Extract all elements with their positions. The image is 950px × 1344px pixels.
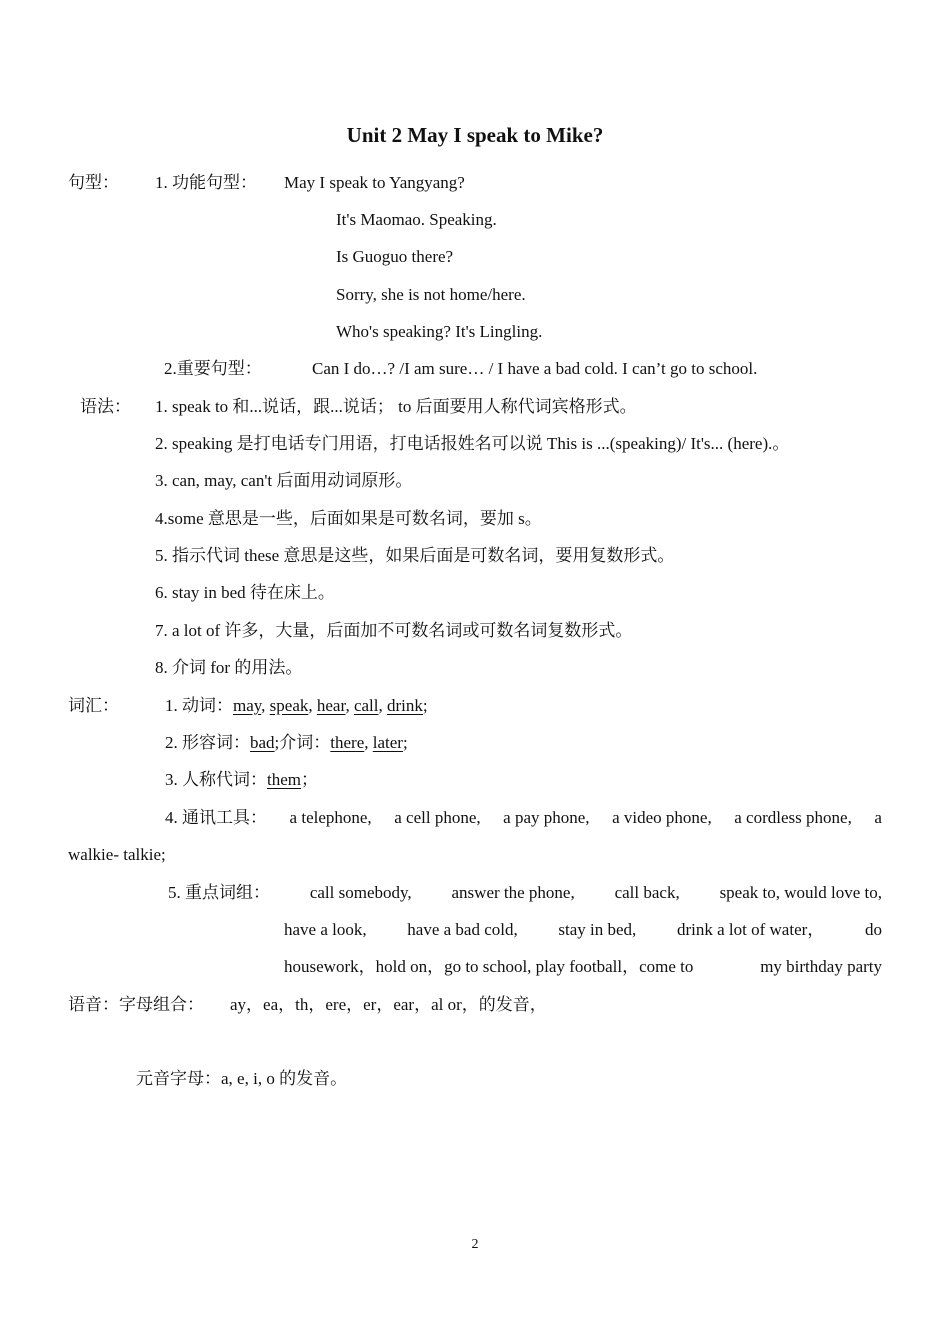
functional-label: 1. 功能句型：	[155, 173, 257, 192]
grammar-item: 3. can, may, can't 后面用动词原形。	[155, 471, 413, 490]
phrase-item: do	[864, 920, 882, 939]
phonics-combos: ay，ea，th，ere，er，ear，al or，的发音，	[230, 995, 547, 1014]
tool-item: a telephone,	[289, 808, 372, 827]
vocab-word: may	[233, 696, 262, 715]
tools-continuation: walkie- talkie;	[68, 845, 166, 864]
phrase-item: my birthday party	[760, 957, 882, 976]
phrase-item: drink a lot of water，	[676, 920, 825, 939]
phrase-item: have a look,	[284, 920, 367, 939]
sentences-label: 句型：	[68, 173, 119, 192]
tools-prefix: 4. 通讯工具：	[165, 808, 267, 827]
phrases-row-1	[168, 882, 882, 904]
functional-line-4: Sorry, she is not home/here.	[336, 285, 526, 304]
functional-line-1: May I speak to Yangyang?	[284, 173, 465, 192]
vocab-pronouns: 3. 人称代词：them；	[165, 770, 318, 789]
phrase-item: call back,	[614, 883, 680, 902]
phrase-item: answer the phone,	[451, 883, 575, 902]
tool-item: a cordless phone,	[734, 808, 852, 827]
phrases-prefix: 5. 重点词组：	[168, 883, 270, 902]
phrase-item: stay in bed,	[558, 920, 637, 939]
prep-label: ;介词：	[274, 733, 331, 752]
functional-line-3: Is Guoguo there?	[336, 247, 454, 266]
vocab-tools	[165, 807, 882, 829]
vocab-word: drink	[387, 696, 423, 715]
tool-item: a video phone,	[612, 808, 712, 827]
grammar-item: 4.some 意思是一些，后面如果是可数名词，要加 s。	[155, 509, 542, 528]
important-label: 2.重要句型：	[164, 359, 262, 378]
vocab-adjectives: 2. 形容词：bad;介词：there, later;	[165, 733, 408, 752]
functional-line-2: It's Maomao. Speaking.	[336, 210, 497, 229]
vocab-word: later	[372, 733, 403, 752]
grammar-item: 8. 介词 for 的用法。	[155, 658, 303, 677]
phrase-item: speak to, would love to,	[719, 883, 882, 902]
grammar-item: 2. speaking 是打电话专门用语，打电话报姓名可以说 This is ...(speaking)/ It's... (here).。	[155, 434, 790, 453]
phrases-row-3	[284, 956, 882, 978]
vocab-word: there	[330, 733, 365, 752]
grammar-item: 7. a lot of 许多，大量，后面加不可数名词或可数名词复数形式。	[155, 621, 633, 640]
grammar-item: 1. speak to 和...说话，跟...说话； to 后面要用人称代词宾格形式。	[155, 397, 637, 416]
vocab-word: hear	[316, 696, 346, 715]
phonics-label: 语音：字母组合：	[68, 995, 204, 1014]
tool-item: a pay phone,	[503, 808, 590, 827]
tool-item: a	[874, 808, 882, 827]
functional-line-5: Who's speaking? It's Lingling.	[336, 322, 543, 341]
verbs-prefix: 1. 动词：	[165, 696, 233, 715]
grammar-item: 5. 指示代词 these 意思是这些，如果后面是可数名词，要用复数形式。	[155, 546, 675, 565]
vocab-word: call	[353, 696, 379, 715]
grammar-label: 语法：	[80, 397, 131, 416]
page-title: Unit 2 May I speak to Mike?	[346, 123, 604, 147]
vocab-verbs: 1. 动词：may, speak, hear, call, drink;	[165, 696, 428, 715]
vocab-word: bad	[250, 733, 275, 752]
tool-item: a cell phone,	[394, 808, 481, 827]
pronouns-prefix: 3. 人称代词：	[165, 770, 267, 789]
adjectives-prefix: 2. 形容词：	[165, 733, 250, 752]
phrase-item: call somebody,	[309, 883, 412, 902]
phrase-item: housework，hold on，go to school, play football，come to	[284, 957, 694, 976]
phonics-vowels: 元音字母：a, e, i, o 的发音。	[136, 1069, 348, 1088]
vocab-word: speak	[269, 696, 309, 715]
vocab-word: them	[267, 770, 301, 789]
page-number: 2	[471, 1237, 479, 1252]
phrases-row-2	[284, 919, 882, 941]
grammar-item: 6. stay in bed 待在床上。	[155, 583, 335, 602]
phrase-item: have a bad cold,	[407, 920, 518, 939]
important-text: Can I do…? /I am sure… / I have a bad cold. I can’t go to school.	[312, 359, 758, 378]
vocab-label: 词汇：	[68, 696, 119, 715]
